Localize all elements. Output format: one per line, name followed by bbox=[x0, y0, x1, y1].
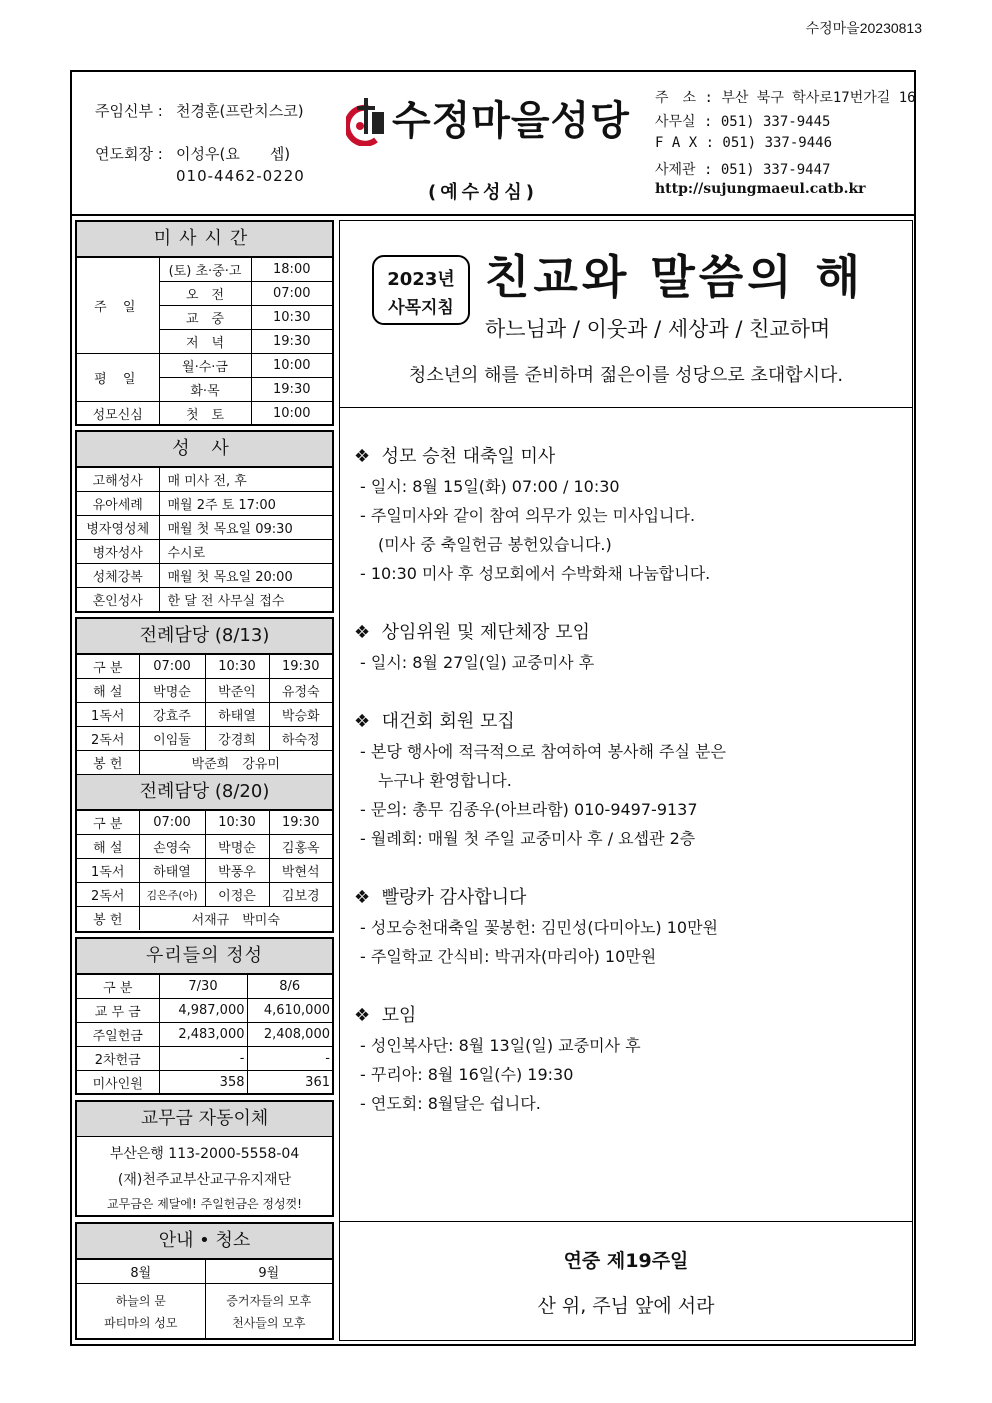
notices-panel bbox=[339, 407, 913, 1222]
liturgy-role: 1독서 bbox=[77, 703, 139, 727]
offerings-header: 8/6 bbox=[247, 975, 332, 999]
chair-phone: 010-4462-0220 bbox=[176, 167, 305, 185]
mass-sub: 화·목 bbox=[159, 378, 251, 402]
notice-title-text: 빨랑카 감사합니다 bbox=[381, 887, 527, 908]
cleaning-month: 8월 bbox=[77, 1260, 205, 1284]
cleaning-groups-sep bbox=[205, 1284, 332, 1341]
liturgy-person: 이임둘 bbox=[139, 727, 205, 751]
church-motto: (예수성심) bbox=[428, 182, 539, 203]
autopay-bank: 부산은행 113-2000-5558-04 bbox=[109, 1146, 300, 1162]
office-phone: 사무실 : 051) 337-9445 bbox=[655, 114, 831, 130]
notice-title bbox=[354, 442, 904, 472]
liturgy-person: 김홍옥 bbox=[269, 835, 332, 859]
notice-item bbox=[354, 442, 904, 588]
autopay-note: 교무금은 제달에! 주일헌금은 정성껏! bbox=[107, 1197, 302, 1211]
offering-value: 4,987,000 bbox=[159, 999, 247, 1023]
cleaning-group: 하늘의 문 bbox=[115, 1294, 166, 1308]
offering-value: 2,483,000 bbox=[159, 1023, 247, 1047]
badge-year: 2023년 bbox=[387, 269, 455, 290]
diamond-bullet-icon: ❖ bbox=[354, 887, 371, 908]
notice-line: - 10:30 미사 후 성모회에서 수박화채 나눔합니다. bbox=[360, 564, 711, 583]
offering-value: 361 bbox=[247, 1071, 332, 1095]
autopay-box bbox=[75, 1100, 334, 1217]
notice-title bbox=[354, 618, 904, 648]
banner-subtitle: 하느님과 / 이웃과 / 세상과 / 친교하며 bbox=[485, 317, 831, 341]
pastor-name: 천경훈(프란치스코) bbox=[176, 102, 304, 120]
liturgy-person: 손영숙 bbox=[139, 835, 205, 859]
offering-value: - bbox=[159, 1047, 247, 1071]
liturgy-role: 봉 헌 bbox=[77, 751, 139, 775]
notice-line: - 꾸리아: 8월 16일(수) 19:30 bbox=[360, 1065, 574, 1084]
sacrament-schedule: 매 미사 전, 후 bbox=[159, 468, 332, 492]
liturgy-header: 구 분 bbox=[77, 655, 139, 679]
mass-times-table bbox=[77, 257, 332, 425]
notice-line: - 문의: 총무 김종우(아브라함) 010-9497-9137 bbox=[360, 800, 698, 819]
mass-time: 19:30 bbox=[251, 330, 332, 354]
mass-time: 10:00 bbox=[251, 354, 332, 378]
mass-time: 10:30 bbox=[251, 306, 332, 330]
liturgy-person: 김보경 bbox=[269, 883, 332, 907]
offering-label: 미사인원 bbox=[77, 1071, 159, 1095]
year-badge bbox=[372, 255, 470, 325]
church-logo-icon bbox=[346, 96, 388, 146]
rectory-phone: 사제관 : 051) 337-9447 bbox=[655, 162, 831, 178]
notice-line: (미사 중 축일헌금 봉헌있습니다.) bbox=[378, 535, 612, 554]
liturgy-person: 강경희 bbox=[205, 727, 269, 751]
offering-label: 주일헌금 bbox=[77, 1023, 159, 1047]
mass-times-title: 미사시간 bbox=[77, 222, 332, 257]
notice-line: - 성모승천대축일 꽃봉헌: 김민성(다미아노) 10만원 bbox=[360, 918, 719, 937]
sacraments-title: 성 사 bbox=[77, 432, 332, 467]
mass-times-box bbox=[75, 220, 334, 426]
badge-text: 사목지침 bbox=[388, 298, 454, 318]
first-sat-label: 성모신심 bbox=[77, 402, 159, 426]
liturgy-person: 박현석 bbox=[269, 859, 332, 883]
sunday-label: 주 일 bbox=[77, 258, 159, 354]
mass-sub: (토) 초·중·고 bbox=[159, 258, 251, 282]
sacrament-schedule: 수시로 bbox=[159, 540, 332, 564]
liturgy-offering: 박준희 강유미 bbox=[139, 751, 332, 775]
liturgy-header: 19:30 bbox=[269, 655, 332, 679]
notice-line: - 일시: 8월 27일(일) 교중미사 후 bbox=[360, 653, 595, 672]
liturgy-header: 10:30 bbox=[205, 655, 269, 679]
cleaning-month: 9월 bbox=[205, 1260, 332, 1284]
offerings-header: 7/30 bbox=[159, 975, 247, 999]
liturgy-header: 07:00 bbox=[139, 655, 205, 679]
notice-title-text: 성모 승천 대축일 미사 bbox=[381, 446, 556, 467]
offerings-table bbox=[77, 974, 332, 1094]
liturgy-header: 19:30 bbox=[269, 811, 332, 835]
liturgy-person: 박승화 bbox=[269, 703, 332, 727]
mass-sub: 오 전 bbox=[159, 282, 251, 306]
liturgy-role: 해 설 bbox=[77, 679, 139, 703]
offerings-title: 우리들의 정성 bbox=[77, 939, 332, 974]
header-divider bbox=[70, 214, 916, 216]
sacrament-name: 성체강복 bbox=[77, 564, 159, 588]
mass-time: 18:00 bbox=[251, 258, 332, 282]
sacrament-schedule: 매월 첫 목요일 09:30 bbox=[159, 516, 332, 540]
liturgy-person: 박명순 bbox=[205, 835, 269, 859]
notice-line: - 연도회: 8월달은 쉽니다. bbox=[360, 1094, 541, 1113]
website-link[interactable]: http://sujungmaeul.catb.kr bbox=[655, 181, 866, 197]
sacrament-name: 유아세례 bbox=[77, 492, 159, 516]
banner-title: 친교와 말씀의 해 bbox=[485, 250, 865, 304]
cleaning-title: 안내 • 청소 bbox=[77, 1224, 332, 1259]
notice-line: - 성인복사단: 8월 13일(일) 교중미사 후 bbox=[360, 1036, 641, 1055]
sacrament-name: 혼인성사 bbox=[77, 588, 159, 612]
diamond-bullet-icon: ❖ bbox=[354, 711, 371, 732]
notice-line: - 일시: 8월 15일(화) 07:00 / 10:30 bbox=[360, 477, 620, 496]
chair-label: 연도회장 : bbox=[95, 145, 163, 163]
diamond-bullet-icon: ❖ bbox=[354, 1005, 371, 1026]
offering-value: 2,408,000 bbox=[247, 1023, 332, 1047]
offering-value: 4,610,000 bbox=[247, 999, 332, 1023]
sacrament-schedule: 매월 첫 목요일 20:00 bbox=[159, 564, 332, 588]
liturgy-table-2 bbox=[77, 810, 332, 930]
liturgy-header: 07:00 bbox=[139, 811, 205, 835]
mass-sub: 교 중 bbox=[159, 306, 251, 330]
offering-value: - bbox=[247, 1047, 332, 1071]
church-name: 수정마을성당 bbox=[392, 98, 630, 144]
offering-label: 교 무 금 bbox=[77, 999, 159, 1023]
notice-line: - 주일학교 간식비: 박귀자(마리아) 10만원 bbox=[360, 947, 657, 966]
offerings-header: 구 분 bbox=[77, 975, 159, 999]
notice-item bbox=[354, 1001, 904, 1118]
notice-line: - 월례회: 매월 첫 주일 교중미사 후 / 요셉관 2층 bbox=[360, 829, 696, 848]
offerings-box bbox=[75, 937, 334, 1095]
offering-value: 358 bbox=[159, 1071, 247, 1095]
liturgy-box bbox=[75, 617, 334, 933]
cleaning-table bbox=[77, 1259, 332, 1340]
fax-number: F A X : 051) 337-9446 bbox=[655, 135, 833, 151]
notice-title bbox=[354, 1001, 904, 1031]
liturgy-person: 하태열 bbox=[139, 859, 205, 883]
liturgy-title-1: 전례담당 (8/13) bbox=[77, 619, 332, 654]
mass-sub: 저 녁 bbox=[159, 330, 251, 354]
liturgy-table-1 bbox=[77, 654, 332, 774]
cleaning-groups-aug bbox=[77, 1284, 205, 1341]
weekday-label: 평 일 bbox=[77, 354, 159, 402]
liturgy-title-2: 전례담당 (8/20) bbox=[77, 774, 332, 810]
liturgy-person: 강효주 bbox=[139, 703, 205, 727]
notice-line: - 주일미사와 같이 참여 의무가 있는 미사입니다. bbox=[360, 506, 696, 525]
liturgy-role: 1독서 bbox=[77, 859, 139, 883]
pastor-label: 주임신부 : bbox=[95, 102, 163, 120]
notice-title bbox=[354, 883, 904, 913]
notice-item bbox=[354, 707, 904, 853]
autopay-holder: (재)천주교부산교구유지재단 bbox=[117, 1172, 292, 1188]
liturgy-person: 김은주(아) bbox=[139, 883, 205, 907]
notice-title bbox=[354, 707, 904, 737]
chair-name: 이성우(요 셉) bbox=[176, 145, 291, 163]
cleaning-group: 천사들의 모후 bbox=[232, 1316, 306, 1330]
liturgy-role: 해 설 bbox=[77, 835, 139, 859]
sunday-panel bbox=[339, 1221, 913, 1341]
sacrament-name: 병자영성체 bbox=[77, 516, 159, 540]
diamond-bullet-icon: ❖ bbox=[354, 446, 371, 467]
sacrament-name: 병자성사 bbox=[77, 540, 159, 564]
mass-time: 19:30 bbox=[251, 378, 332, 402]
notices-list bbox=[354, 442, 904, 1118]
liturgy-header: 10:30 bbox=[205, 811, 269, 835]
liturgy-person: 유정숙 bbox=[269, 679, 332, 703]
liturgy-role: 봉 헌 bbox=[77, 907, 139, 931]
mass-sub: 첫 토 bbox=[159, 402, 251, 426]
cleaning-box bbox=[75, 1222, 334, 1340]
sunday-name: 연중 제19주일 bbox=[563, 1250, 689, 1272]
document-id: 수정마을20230813 bbox=[805, 20, 922, 36]
banner-slogan: 청소년의 해를 준비하며 젊은이를 성당으로 초대합시다. bbox=[408, 365, 844, 386]
notice-title-text: 대건회 회원 모집 bbox=[381, 711, 515, 732]
banner-panel bbox=[339, 220, 913, 408]
cleaning-group: 파티마의 성모 bbox=[104, 1316, 178, 1330]
notice-title-text: 모임 bbox=[381, 1005, 417, 1026]
notice-line: - 본당 행사에 적극적으로 참여하여 봉사해 주실 분은 bbox=[360, 742, 726, 761]
liturgy-header: 구 분 bbox=[77, 811, 139, 835]
liturgy-offering: 서재규 박미숙 bbox=[139, 907, 332, 931]
liturgy-person: 하숙정 bbox=[269, 727, 332, 751]
notice-item bbox=[354, 618, 904, 677]
mass-time: 07:00 bbox=[251, 282, 332, 306]
autopay-title: 교무금 자동이체 bbox=[77, 1102, 332, 1137]
sacrament-name: 고해성사 bbox=[77, 468, 159, 492]
sacrament-schedule: 한 달 전 사무실 접수 bbox=[159, 588, 332, 612]
sunday-theme: 산 위, 주님 앞에 서라 bbox=[537, 1295, 715, 1317]
sacraments-box bbox=[75, 430, 334, 613]
liturgy-person: 하태열 bbox=[205, 703, 269, 727]
notice-title-text: 상임위원 및 제단체장 모임 bbox=[381, 622, 591, 643]
cleaning-group: 증거자들의 모후 bbox=[226, 1294, 312, 1308]
notice-line: 누구나 환영합니다. bbox=[378, 771, 512, 790]
address: 주 소 : 부산 북구 학사로17번가길 16 bbox=[655, 90, 916, 106]
liturgy-person: 이정은 bbox=[205, 883, 269, 907]
liturgy-person: 박풍우 bbox=[205, 859, 269, 883]
liturgy-role: 2독서 bbox=[77, 883, 139, 907]
liturgy-role: 2독서 bbox=[77, 727, 139, 751]
liturgy-person: 박준익 bbox=[205, 679, 269, 703]
liturgy-person: 박명순 bbox=[139, 679, 205, 703]
offering-label: 2차헌금 bbox=[77, 1047, 159, 1071]
diamond-bullet-icon: ❖ bbox=[354, 622, 371, 643]
notice-item bbox=[354, 883, 904, 971]
sacraments-table bbox=[77, 467, 332, 611]
mass-time: 10:00 bbox=[251, 402, 332, 426]
sacrament-schedule: 매월 2주 토 17:00 bbox=[159, 492, 332, 516]
mass-sub: 월·수·금 bbox=[159, 354, 251, 378]
